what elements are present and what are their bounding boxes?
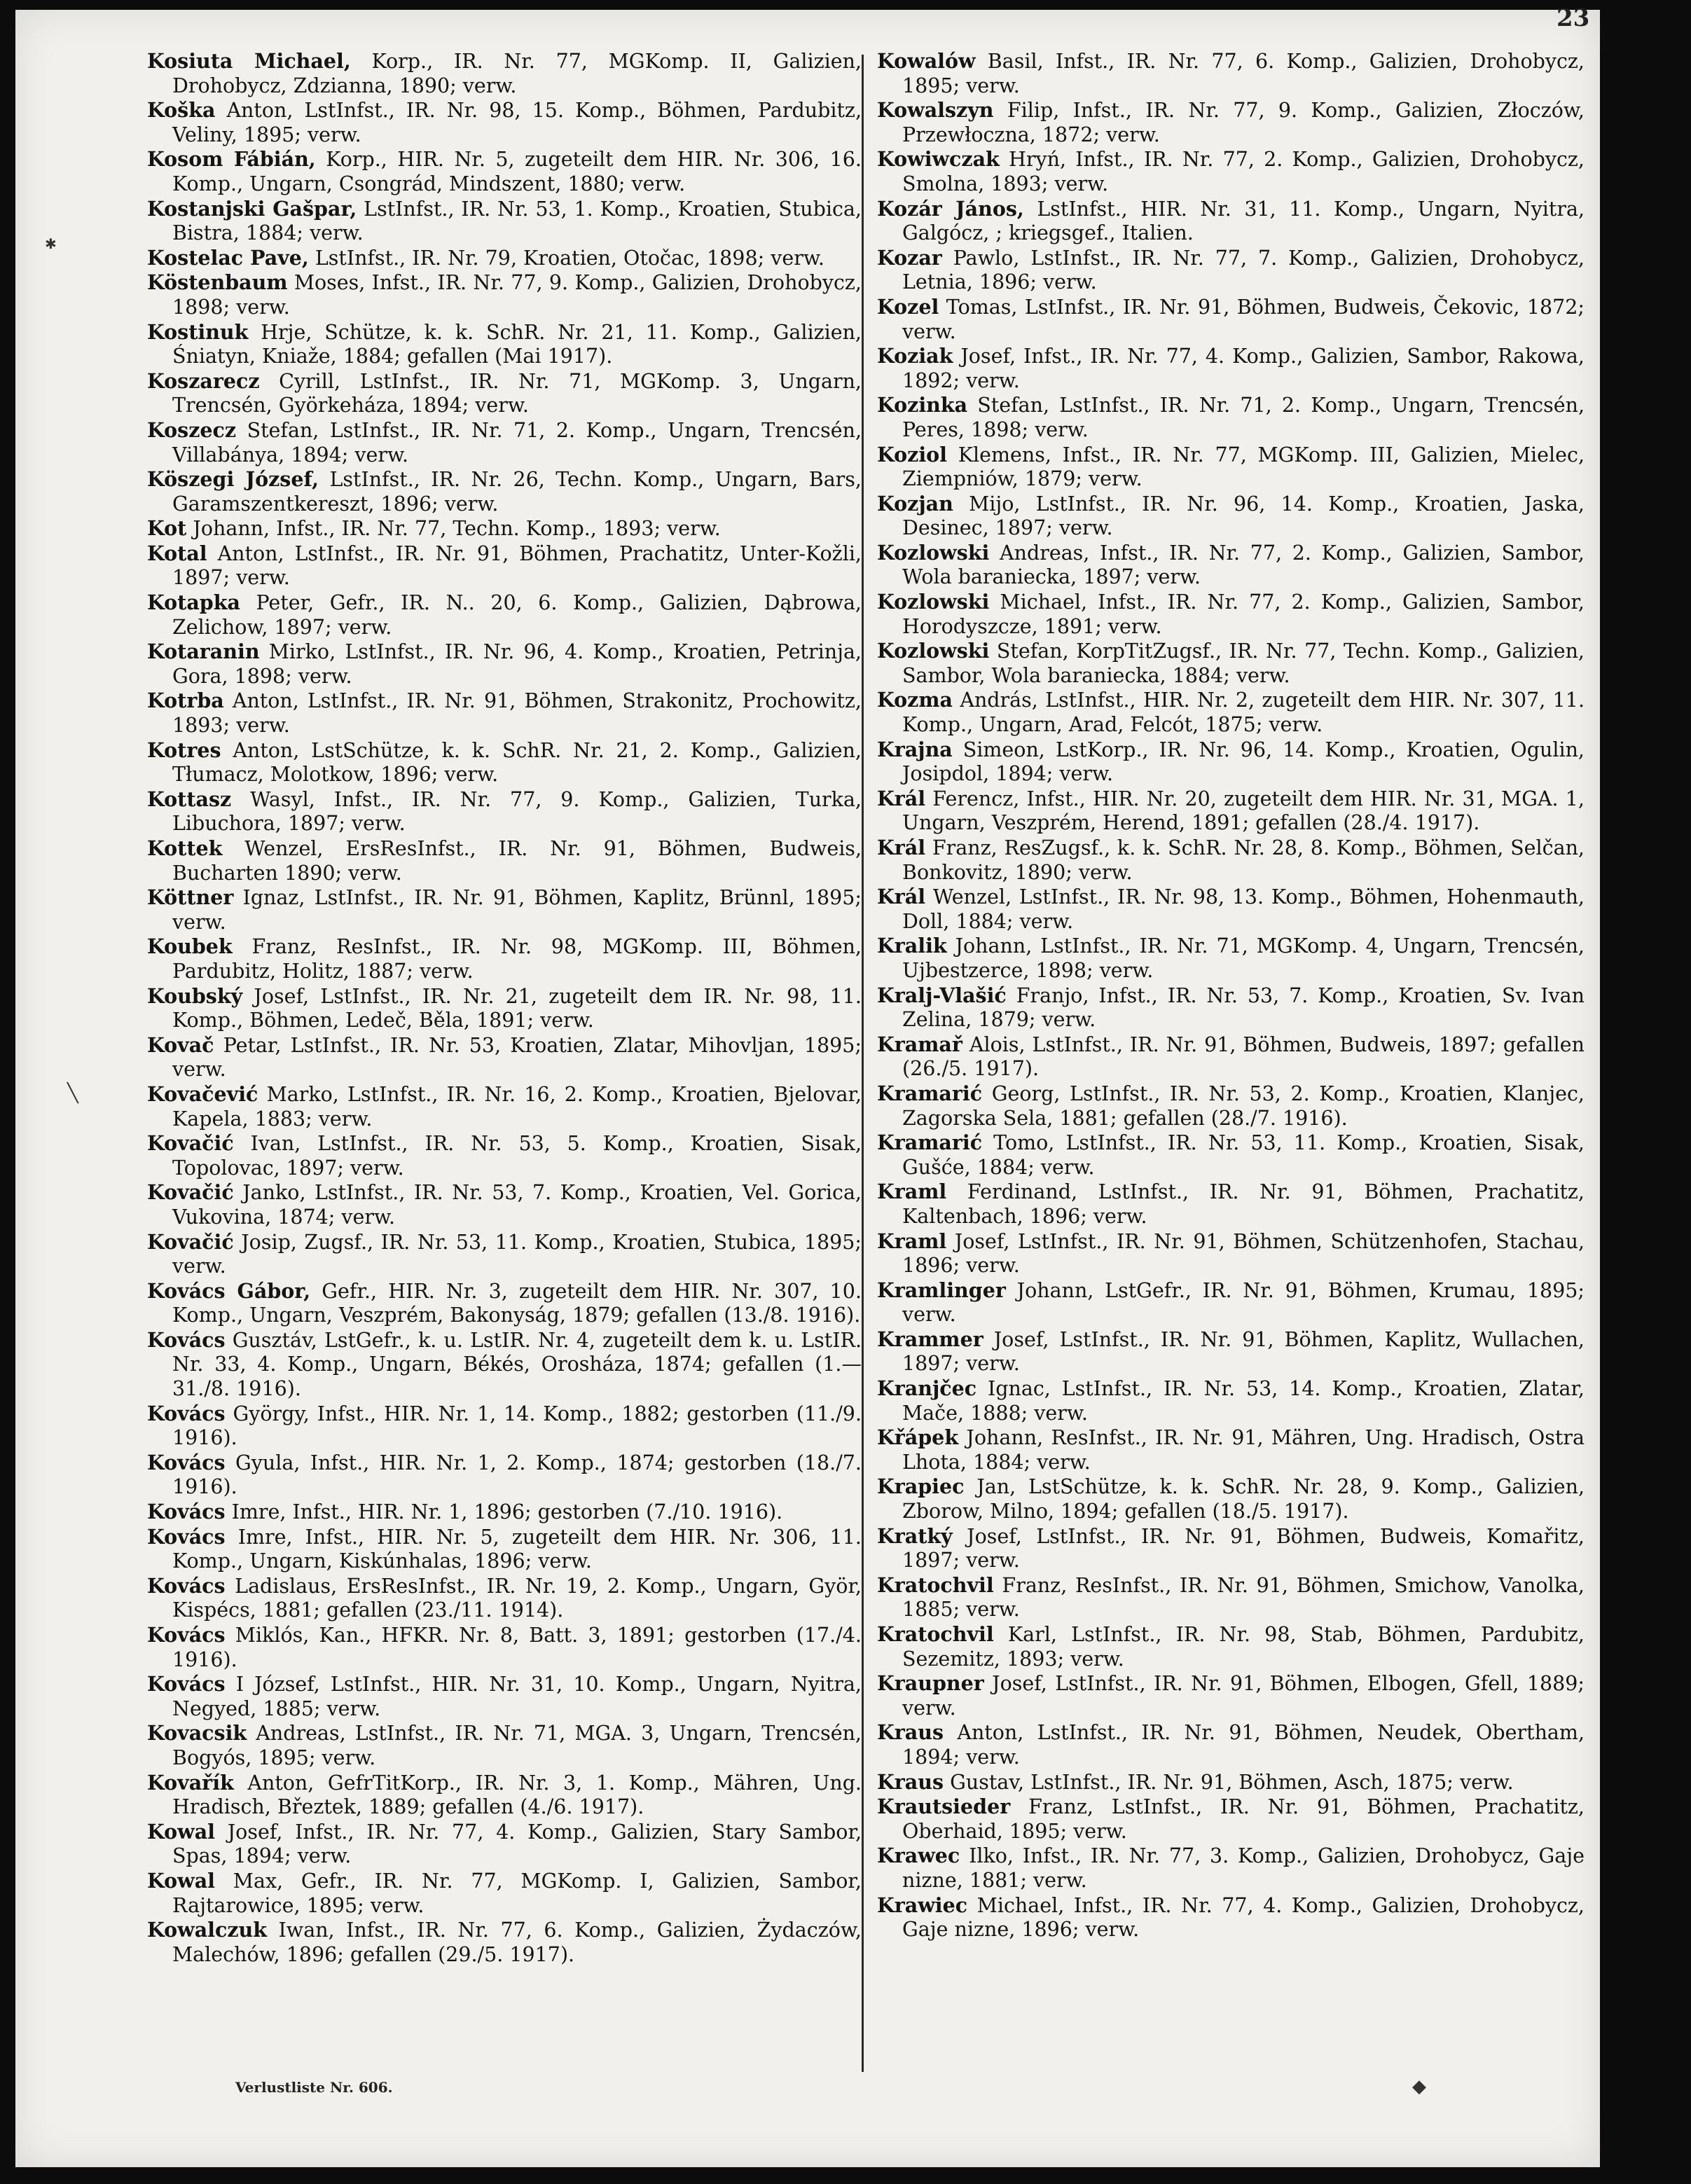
entry-details: Stefan, LstInfst., IR. Nr. 71, 2. Komp., Ungarn, Trencsén, Villabánya, 1894; verw. bbox=[172, 418, 862, 466]
entry-details: Klemens, Infst., IR. Nr. 77, MGKomp. III, Galizien, Mielec, Ziempniów, 1879; verw. bbox=[902, 443, 1585, 491]
entry-surname: Koziol bbox=[877, 442, 948, 466]
casualty-entry bbox=[147, 836, 862, 885]
casualty-entry bbox=[147, 516, 862, 541]
entry-surname: Krammer bbox=[877, 1327, 983, 1351]
entry-surname: Kostanjski Gašpar, bbox=[147, 196, 357, 221]
casualty-entry bbox=[877, 98, 1585, 147]
casualty-entry bbox=[147, 1082, 862, 1131]
casualty-entry bbox=[877, 246, 1585, 295]
entry-details: Miklós, Kan., HFKR. Nr. 8, Batt. 3, 1891; gestorben (17./4. 1916). bbox=[172, 1624, 862, 1671]
entry-details: Moses, Infst., IR. Nr. 77, 9. Komp., Galizien, Drohobycz, 1898; verw. bbox=[172, 271, 862, 319]
entry-details: Anton, LstSchütze, k. k. SchR. Nr. 21, 2. Komp., Galizien, Tłumacz, Molotkow, 1896; verw. bbox=[172, 738, 862, 787]
entry-details: Josip, Zugsf., IR. Nr. 53, 11. Komp., Kroatien, Stubica, 1895; verw. bbox=[172, 1230, 862, 1278]
casualty-entry bbox=[877, 443, 1585, 492]
casualty-entry bbox=[877, 1671, 1585, 1720]
entry-surname: Koszecz bbox=[147, 417, 237, 442]
entry-surname: Köszegi József, bbox=[147, 467, 319, 492]
casualty-entry bbox=[147, 147, 862, 196]
entry-details: Janko, LstInfst., IR. Nr. 53, 7. Komp., Kroatien, Vel. Gorica, Vukovina, 1874; verw. bbox=[172, 1181, 862, 1229]
casualty-entry bbox=[147, 1451, 862, 1500]
entry-details: Franz, ResInfst., IR. Nr. 98, MGKomp. III, Böhmen, Pardubitz, Holitz, 1887; verw. bbox=[172, 935, 862, 983]
entry-surname: Kovács bbox=[147, 1450, 226, 1474]
entry-details: Michael, Infst., IR. Nr. 77, 2. Komp., Galizien, Sambor, Horodyszcze, 1891; verw. bbox=[902, 590, 1585, 638]
entry-surname: Kraml bbox=[877, 1229, 947, 1253]
entry-details: Stefan, LstInfst., IR. Nr. 71, 2. Komp., Ungarn, Trencsén, Peres, 1898; verw. bbox=[902, 394, 1585, 441]
entry-details: Petar, LstInfst., IR. Nr. 53, Kroatien, Zlatar, Mihovljan, 1895; verw. bbox=[172, 1033, 862, 1081]
casualty-entry bbox=[877, 1720, 1585, 1769]
entry-details: Josef, LstInfst., IR. Nr. 91, Böhmen, Schützenhofen, Stachau, 1896; verw. bbox=[902, 1229, 1585, 1278]
casualty-entry bbox=[877, 1180, 1585, 1229]
entry-surname: Kozel bbox=[877, 294, 939, 319]
page-number: 23 bbox=[1557, 4, 1590, 32]
entry-details: Mirko, LstInfst., IR. Nr. 96, 4. Komp., Kroatien, Petrinja, Gora, 1898; verw. bbox=[172, 640, 862, 688]
casualty-entry bbox=[877, 688, 1585, 737]
entry-surname: Krapiec bbox=[877, 1474, 965, 1499]
entry-details: Anton, GefrTitKorp., IR. Nr. 3, 1. Komp., Mähren, Ung. Hradisch, Březtek, 1889; gefallen (4./6. 1917). bbox=[172, 1771, 862, 1819]
casualty-entry bbox=[877, 1524, 1585, 1573]
casualty-entry bbox=[147, 418, 862, 467]
entry-surname: Kotres bbox=[147, 738, 221, 762]
entry-details: Hryń, Infst., IR. Nr. 77, 2. Komp., Galizien, Drohobycz, Smolna, 1893; verw. bbox=[902, 148, 1585, 195]
entry-details: Max, Gefr., IR. Nr. 77, MGKomp. I, Galizien, Sambor, Rajtarowice, 1895; verw. bbox=[172, 1869, 862, 1917]
casualty-entry bbox=[147, 1623, 862, 1672]
casualty-entry bbox=[147, 467, 862, 516]
entry-surname: Kovács bbox=[147, 1623, 226, 1647]
entry-details: Ilko, Infst., IR. Nr. 77, 3. Komp., Galizien, Drohobycz, Gaje nizne, 1881; verw. bbox=[902, 1844, 1585, 1892]
entry-details: Korp., HIR. Nr. 5, zugeteilt dem HIR. Nr. 306, 16. Komp., Ungarn, Csongrád, Mindszent, 1880; verw. bbox=[172, 148, 862, 195]
entry-surname: Kovács bbox=[147, 1672, 226, 1696]
casualty-entry bbox=[147, 934, 862, 983]
entry-details: Imre, Infst., HIR. Nr. 1, 1896; gestorben (7./10. 1916). bbox=[225, 1500, 783, 1524]
entry-surname: Kovács bbox=[147, 1573, 226, 1598]
entry-surname: Kovács bbox=[147, 1401, 226, 1425]
entry-surname: Kranjčec bbox=[877, 1376, 977, 1401]
entry-surname: Král bbox=[877, 836, 926, 859]
entry-details: Josef, Infst., IR. Nr. 77, 4. Komp., Galizien, Stary Sambor, Spas, 1894; verw. bbox=[172, 1820, 862, 1868]
entry-details: Iwan, Infst., IR. Nr. 77, 6. Komp., Galizien, Żydaczów, Malechów, 1896; gefallen (29./5. 1917). bbox=[172, 1919, 862, 1966]
casualty-entry bbox=[877, 1425, 1585, 1474]
entry-details: Johann, LstInfst., IR. Nr. 71, MGKomp. 4, Ungarn, Trencsén, Ujbestzerce, 1898; verw. bbox=[902, 934, 1585, 982]
casualty-entry bbox=[147, 1230, 862, 1279]
entry-surname: Krautsieder bbox=[877, 1795, 1011, 1819]
entry-details: Johann, Infst., IR. Nr. 77, Techn. Komp., 1893; verw. bbox=[186, 517, 721, 541]
casualty-entry bbox=[147, 1328, 862, 1402]
entry-surname: Kraus bbox=[877, 1769, 944, 1794]
casualty-entry bbox=[147, 1500, 862, 1525]
casualty-entry bbox=[877, 1229, 1585, 1278]
entry-surname: Köttner bbox=[147, 885, 234, 910]
casualty-entry bbox=[147, 320, 862, 369]
entry-surname: Kraus bbox=[877, 1720, 944, 1745]
entry-surname: Kovačić bbox=[147, 1229, 234, 1254]
entry-details: Ivan, LstInfst., IR. Nr. 53, 5. Komp., Kroatien, Sisak, Topolovac, 1897; verw. bbox=[172, 1132, 862, 1180]
entry-details: Josef, LstInfst., IR. Nr. 91, Böhmen, Kaplitz, Wullachen, 1897; verw. bbox=[902, 1327, 1585, 1376]
entry-surname: Kotaranin bbox=[147, 640, 260, 664]
entry-surname: Kotrba bbox=[147, 689, 224, 713]
entry-surname: Kowiwczak bbox=[877, 147, 1000, 172]
entry-surname: Kovačić bbox=[147, 1131, 234, 1156]
casualty-entry bbox=[877, 393, 1585, 442]
entry-details: Gefr., HIR. Nr. 3, zugeteilt dem HIR. Nr. 307, 10. Komp., Ungarn, Veszprém, Bakonyság, 1879; gefallen (13./8. 1916). bbox=[172, 1279, 862, 1327]
casualty-entry bbox=[147, 738, 862, 787]
margin-speck-icon: ╲ bbox=[67, 1083, 78, 1104]
entry-details: Ignac, LstInfst., IR. Nr. 53, 14. Komp., Kroatien, Zlatar, Mače, 1888; verw. bbox=[902, 1377, 1585, 1425]
entry-surname: Křápek bbox=[877, 1425, 959, 1450]
entry-details: Wenzel, LstInfst., IR. Nr. 98, 13. Komp., Böhmen, Hohenmauth, Doll, 1884; verw. bbox=[902, 885, 1585, 933]
entry-details: Johann, LstGefr., IR. Nr. 91, Böhmen, Krumau, 1895; verw. bbox=[902, 1278, 1585, 1327]
entry-details: Gyula, Infst., HIR. Nr. 1, 2. Komp., 1874; gestorben (18./7. 1916). bbox=[172, 1451, 862, 1499]
entry-details: Gusztáv, LstGefr., k. u. LstIR. Nr. 4, zugeteilt dem k. u. LstIR. Nr. 33, 4. Komp., Ungarn, Békés, Orosháza, 1874; gefallen (1.—31./8. 1916). bbox=[172, 1328, 862, 1401]
casualty-entry bbox=[147, 49, 862, 98]
margin-speck-icon: ◆ bbox=[1412, 2076, 1426, 2097]
entry-surname: Koziak bbox=[877, 344, 953, 368]
casualty-entry bbox=[147, 98, 862, 147]
entry-surname: Kramlinger bbox=[877, 1278, 1006, 1302]
entry-details: LstInfst., IR. Nr. 26, Techn. Komp., Ungarn, Bars, Garamszentkereszt, 1896; verw. bbox=[172, 468, 862, 516]
casualty-entry bbox=[147, 640, 862, 689]
casualty-entry bbox=[877, 1474, 1585, 1523]
margin-speck-icon: ✱ bbox=[45, 235, 57, 252]
casualty-entry bbox=[877, 1376, 1585, 1425]
casualty-entry bbox=[877, 1081, 1585, 1131]
casualty-entry bbox=[147, 1574, 862, 1623]
entry-details: Georg, LstInfst., IR. Nr. 53, 2. Komp., Kroatien, Klanjec, Zagorska Sela, 1881; gefallen (28./7. 1916). bbox=[902, 1081, 1585, 1130]
entry-details: Josef, LstInfst., IR. Nr. 91, Böhmen, Budweis, Komařitz, 1897; verw. bbox=[902, 1524, 1585, 1573]
casualty-entry bbox=[147, 1672, 862, 1721]
entry-details: LstInfst., HIR. Nr. 31, 11. Komp., Ungarn, Nyitra, Galgócz, ; kriegsgef., Italien. bbox=[902, 197, 1585, 245]
entry-details: Simeon, LstKorp., IR. Nr. 96, 14. Komp., Kroatien, Ogulin, Josipdol, 1894; verw. bbox=[902, 738, 1585, 786]
casualty-entry bbox=[147, 1525, 862, 1574]
casualty-entry bbox=[877, 983, 1585, 1032]
column-divider bbox=[862, 55, 864, 2072]
entry-surname: Kovařík bbox=[147, 1770, 234, 1795]
entry-details: Peter, Gefr., IR. N.. 20, 6. Komp., Galizien, Dąbrowa, Zelichow, 1897; verw. bbox=[172, 591, 862, 639]
entry-surname: Koubek bbox=[147, 934, 233, 959]
entry-details: I József, LstInfst., HIR. Nr. 31, 10. Komp., Ungarn, Nyitra, Negyed, 1885; verw. bbox=[172, 1673, 862, 1720]
casualty-entry bbox=[877, 344, 1585, 393]
casualty-entry bbox=[147, 1918, 862, 1967]
entry-details: Ferencz, Infst., HIR. Nr. 20, zugeteilt dem HIR. Nr. 31, MGA. 1, Ungarn, Veszprém, Herend, 1891; gefallen (28./4. 1917). bbox=[902, 787, 1585, 835]
entry-surname: Kovač bbox=[147, 1032, 214, 1057]
entry-surname: Kowal bbox=[147, 1868, 215, 1893]
casualty-entry bbox=[147, 1402, 862, 1451]
casualty-entry bbox=[877, 1622, 1585, 1671]
casualty-entry bbox=[147, 787, 862, 836]
casualty-entry bbox=[877, 787, 1585, 836]
entry-surname: Kozlowski bbox=[877, 540, 990, 565]
entry-surname: Kovács bbox=[147, 1327, 226, 1352]
entry-details: György, Infst., HIR. Nr. 1, 14. Komp., 1882; gestorben (11./9. 1916). bbox=[172, 1402, 862, 1450]
entry-surname: Kratký bbox=[877, 1523, 953, 1548]
entry-details: Jan, LstSchütze, k. k. SchR. Nr. 28, 9. Komp., Galizien, Zborow, Milno, 1894; gefallen (18./5. 1917). bbox=[902, 1475, 1585, 1523]
casualty-entry bbox=[877, 1327, 1585, 1376]
entry-surname: Kowalczuk bbox=[147, 1918, 267, 1942]
entry-surname: Kot bbox=[147, 516, 187, 541]
entry-surname: Kraml bbox=[877, 1180, 947, 1204]
entry-details: Imre, Infst., HIR. Nr. 5, zugeteilt dem HIR. Nr. 306, 11. Komp., Ungarn, Kiskúnhalas, 1896; verw. bbox=[172, 1525, 862, 1573]
entry-details: LstInfst., IR. Nr. 53, 1. Komp., Kroatien, Stubica, Bistra, 1884; verw. bbox=[172, 197, 862, 245]
casualty-entry bbox=[147, 1279, 862, 1328]
entry-details: Mijo, LstInfst., IR. Nr. 96, 14. Komp., Kroatien, Jaska, Desinec, 1897; verw. bbox=[902, 492, 1585, 540]
entry-surname: Kozár János, bbox=[877, 196, 1024, 221]
entry-details: Tomas, LstInfst., IR. Nr. 91, Böhmen, Budweis, Čekovic, 1872; verw. bbox=[902, 295, 1585, 343]
entry-details: Gustav, LstInfst., IR. Nr. 91, Böhmen, Asch, 1875; verw. bbox=[944, 1770, 1514, 1794]
entry-surname: Kosiuta Michael, bbox=[147, 49, 351, 73]
entry-surname: Kozlowski bbox=[877, 590, 990, 614]
entry-surname: Kovačević bbox=[147, 1081, 258, 1106]
casualty-entry bbox=[147, 1869, 862, 1918]
entry-details: Anton, LstInfst., IR. Nr. 91, Böhmen, Prachatitz, Unter-Kožli, 1897; verw. bbox=[172, 541, 862, 590]
entry-details: Johann, ResInfst., IR. Nr. 91, Mähren, Ung. Hradisch, Ostra Lhota, 1884; verw. bbox=[902, 1426, 1585, 1474]
right-column bbox=[877, 49, 1585, 1942]
entry-surname: Král bbox=[877, 885, 926, 909]
entry-surname: Kovács bbox=[147, 1524, 226, 1549]
entry-details: Josef, LstInfst., IR. Nr. 21, zugeteilt dem IR. Nr. 98, 11. Komp., Böhmen, Ledeč, Běla, 1891; verw. bbox=[172, 984, 862, 1032]
casualty-entry bbox=[877, 197, 1585, 246]
entry-details: Anton, LstInfst., IR. Nr. 91, Böhmen, Neudek, Obertham, 1894; verw. bbox=[902, 1721, 1585, 1769]
casualty-entry bbox=[877, 934, 1585, 983]
entry-surname: Kowalszyn bbox=[877, 98, 994, 123]
entry-details: Anton, LstInfst., IR. Nr. 98, 15. Komp., Böhmen, Pardubitz, Veliny, 1895; verw. bbox=[172, 99, 862, 146]
casualty-entry bbox=[147, 369, 862, 418]
entry-details: Cyrill, LstInfst., IR. Nr. 71, MGKomp. 3, Ungarn, Trencsén, Györkeháza, 1894; verw. bbox=[172, 369, 862, 417]
casualty-entry bbox=[877, 1131, 1585, 1180]
entry-details: Hrje, Schütze, k. k. SchR. Nr. 21, 11. Komp., Galizien, Śniatyn, Kniaže, 1884; gefallen (Mai 1917). bbox=[172, 320, 862, 368]
entry-surname: Kovács Gábor, bbox=[147, 1278, 311, 1303]
entry-surname: Kostelac Pave, bbox=[147, 245, 309, 270]
casualty-entry bbox=[877, 738, 1585, 787]
casualty-entry bbox=[877, 541, 1585, 590]
casualty-entry bbox=[147, 1820, 862, 1869]
entry-details: Andreas, LstInfst., IR. Nr. 71, MGA. 3, Ungarn, Trencsén, Bogyós, 1895; verw. bbox=[172, 1722, 862, 1769]
entry-surname: Köstenbaum bbox=[147, 270, 288, 295]
casualty-entry bbox=[147, 1131, 862, 1180]
entry-surname: Krawiec bbox=[877, 1893, 968, 1917]
casualty-entry bbox=[147, 1771, 862, 1820]
entry-surname: Kozar bbox=[877, 245, 942, 270]
entry-surname: Kowal bbox=[147, 1819, 215, 1844]
entry-details: Basil, Infst., IR. Nr. 77, 6. Komp., Galizien, Drohobycz, 1895; verw. bbox=[902, 50, 1585, 97]
entry-surname: Kramarić bbox=[877, 1081, 983, 1105]
entry-surname: Koška bbox=[147, 98, 216, 123]
entry-details: Andreas, Infst., IR. Nr. 77, 2. Komp., Galizien, Sambor, Wola baraniecka, 1897; verw. bbox=[902, 541, 1585, 589]
casualty-entry bbox=[877, 1032, 1585, 1081]
entry-surname: Kotal bbox=[147, 541, 207, 565]
entry-surname: Krawec bbox=[877, 1844, 960, 1868]
casualty-entry bbox=[147, 1180, 862, 1229]
casualty-entry bbox=[877, 590, 1585, 639]
entry-details: Josef, Infst., IR. Nr. 77, 4. Komp., Galizien, Sambor, Rakowa, 1892; verw. bbox=[902, 345, 1585, 392]
entry-surname: Kralj-Vlašić bbox=[877, 983, 1007, 1007]
entry-details: Josef, LstInfst., IR. Nr. 91, Böhmen, Elbogen, Gfell, 1889; verw. bbox=[902, 1672, 1585, 1720]
entry-details: Michael, Infst., IR. Nr. 77, 4. Komp., Galizien, Drohobycz, Gaje nizne, 1896; verw. bbox=[902, 1893, 1585, 1942]
casualty-entry bbox=[147, 885, 862, 934]
entry-details: Filip, Infst., IR. Nr. 77, 9. Komp., Galizien, Złoczów, Przewłoczna, 1872; verw. bbox=[902, 99, 1585, 146]
casualty-entry bbox=[877, 1844, 1585, 1893]
casualty-entry bbox=[147, 246, 862, 271]
casualty-entry bbox=[147, 689, 862, 738]
entry-details: Ferdinand, LstInfst., IR. Nr. 91, Böhmen, Prachatitz, Kaltenbach, 1896; verw. bbox=[902, 1180, 1585, 1228]
entry-details: Alois, LstInfst., IR. Nr. 91, Böhmen, Budweis, 1897; gefallen (26./5. 1917). bbox=[902, 1032, 1585, 1081]
entry-details: Marko, LstInfst., IR. Nr. 16, 2. Komp., Kroatien, Bjelovar, Kapela, 1883; verw. bbox=[172, 1082, 862, 1131]
entry-details: Franz, ResZugsf., k. k. SchR. Nr. 28, 8. Komp., Böhmen, Selčan, Bonkovitz, 1890; verw. bbox=[902, 836, 1585, 884]
entry-surname: Kovacsik bbox=[147, 1721, 247, 1746]
entry-surname: Kramarić bbox=[877, 1131, 983, 1155]
entry-surname: Kovačić bbox=[147, 1180, 234, 1205]
casualty-entry bbox=[147, 984, 862, 1033]
entry-details: LstInfst., IR. Nr. 79, Kroatien, Otočac, 1898; verw. bbox=[308, 246, 824, 270]
entry-details: Franz, ResInfst., IR. Nr. 91, Böhmen, Smichow, Vanolka, 1885; verw. bbox=[902, 1573, 1585, 1622]
casualty-entry bbox=[877, 492, 1585, 541]
entry-surname: Kostinuk bbox=[147, 319, 249, 344]
casualty-entry bbox=[147, 541, 862, 590]
casualty-entry bbox=[877, 836, 1585, 885]
entry-details: Wenzel, ErsResInfst., IR. Nr. 91, Böhmen, Budweis, Bucharten 1890; verw. bbox=[172, 837, 862, 885]
entry-details: Pawlo, LstInfst., IR. Nr. 77, 7. Komp., Galizien, Drohobycz, Letnia, 1896; verw. bbox=[902, 246, 1585, 294]
entry-details: Franz, LstInfst., IR. Nr. 91, Böhmen, Prachatitz, Oberhaid, 1895; verw. bbox=[902, 1795, 1585, 1843]
casualty-entry bbox=[147, 1033, 862, 1082]
casualty-entry bbox=[877, 885, 1585, 934]
entry-surname: Koubský bbox=[147, 983, 243, 1008]
entry-details: Korp., IR. Nr. 77, MGKomp. II, Galizien, Drohobycz, Zdzianna, 1890; verw. bbox=[172, 50, 862, 97]
footer-list-number: Verlustliste Nr. 606. bbox=[235, 2079, 393, 2096]
entry-details: Franjo, Infst., IR. Nr. 53, 7. Komp., Kroatien, Sv. Ivan Zelina, 1879; verw. bbox=[902, 983, 1585, 1032]
casualty-entry bbox=[877, 1770, 1585, 1795]
casualty-entry bbox=[877, 1893, 1585, 1942]
entry-surname: Kotapka bbox=[147, 590, 240, 615]
entry-surname: Kozma bbox=[877, 688, 953, 712]
casualty-entry bbox=[147, 197, 862, 246]
casualty-entry bbox=[147, 590, 862, 640]
entry-details: Wasyl, Infst., IR. Nr. 77, 9. Komp., Galizien, Turka, Libuchora, 1897; verw. bbox=[172, 787, 862, 836]
entry-details: Ladislaus, ErsResInfst., IR. Nr. 19, 2. Komp., Ungarn, Györ, Kispécs, 1881; gefallen (23./11. 1914). bbox=[172, 1574, 862, 1622]
entry-details: Anton, LstInfst., IR. Nr. 91, Böhmen, Strakonitz, Prochowitz, 1893; verw. bbox=[172, 689, 862, 738]
entry-surname: Kratochvil bbox=[877, 1573, 994, 1597]
entry-surname: Kraupner bbox=[877, 1671, 984, 1696]
entry-surname: Krajna bbox=[877, 737, 953, 761]
entry-surname: Kramař bbox=[877, 1032, 962, 1056]
casualty-entry bbox=[877, 1278, 1585, 1327]
casualty-entry bbox=[877, 1573, 1585, 1622]
entry-surname: Kozlowski bbox=[877, 639, 990, 663]
casualty-entry bbox=[877, 147, 1585, 196]
casualty-entry bbox=[877, 1795, 1585, 1844]
casualty-entry bbox=[877, 49, 1585, 98]
entry-details: Tomo, LstInfst., IR. Nr. 53, 11. Komp., Kroatien, Sisak, Gušće, 1884; verw. bbox=[902, 1131, 1585, 1179]
entry-surname: Kosom Fábián, bbox=[147, 147, 316, 172]
left-column bbox=[147, 49, 862, 1967]
entry-surname: Kovács bbox=[147, 1500, 226, 1524]
casualty-entry bbox=[877, 295, 1585, 344]
entry-surname: Kowalów bbox=[877, 49, 976, 73]
casualty-entry bbox=[147, 270, 862, 319]
entry-details: Ignaz, LstInfst., IR. Nr. 91, Böhmen, Kaplitz, Brünnl, 1895; verw. bbox=[172, 886, 862, 934]
casualty-entry bbox=[877, 639, 1585, 688]
entry-surname: Kottek bbox=[147, 836, 223, 860]
entry-details: Stefan, KorpTitZugsf., IR. Nr. 77, Techn. Komp., Galizien, Sambor, Wola baraniecka, 1884; verw. bbox=[902, 640, 1585, 687]
entry-surname: Koszarecz bbox=[147, 368, 260, 393]
entry-surname: Kozjan bbox=[877, 491, 953, 516]
entry-surname: Kozinka bbox=[877, 393, 968, 417]
casualty-entry bbox=[147, 1721, 862, 1770]
entry-details: András, LstInfst., HIR. Nr. 2, zugeteilt dem HIR. Nr. 307, 11. Komp., Ungarn, Arad, Felcót, 1875; verw. bbox=[902, 689, 1585, 737]
entry-details: Karl, LstInfst., IR. Nr. 98, Stab, Böhmen, Pardubitz, Sezemitz, 1893; verw. bbox=[902, 1623, 1585, 1671]
entry-surname: Král bbox=[877, 786, 926, 810]
entry-surname: Kralik bbox=[877, 934, 947, 958]
entry-surname: Kottasz bbox=[147, 787, 232, 811]
entry-surname: Kratochvil bbox=[877, 1622, 994, 1646]
